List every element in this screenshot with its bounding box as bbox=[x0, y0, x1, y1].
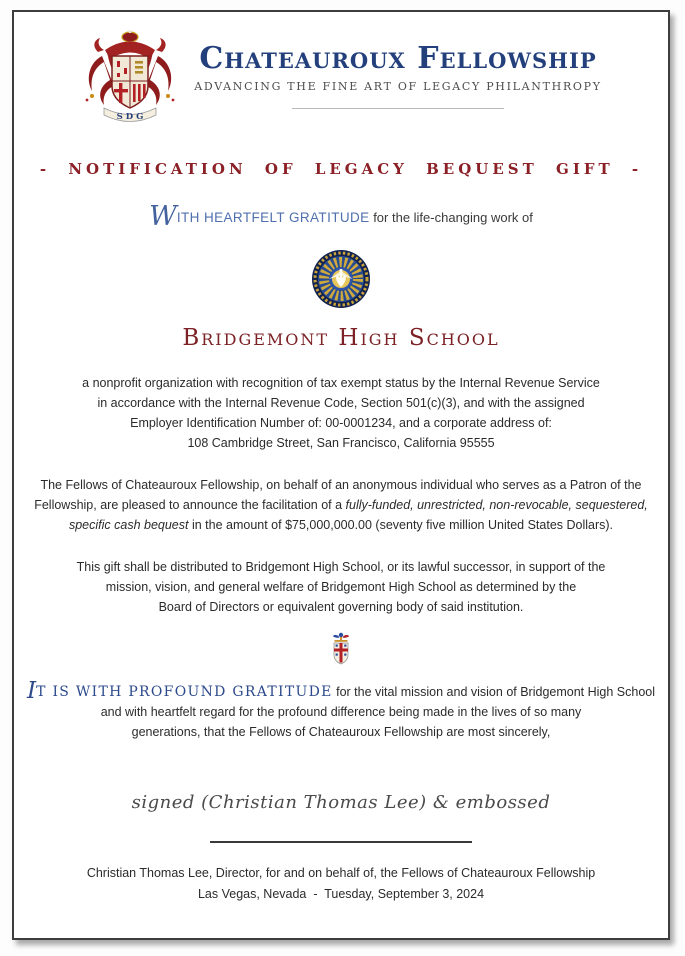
paragraph-line: 108 Cambridge Street, San Francisco, California 95555 bbox=[187, 436, 495, 450]
closing-paragraph bbox=[14, 678, 668, 742]
fellowship-crest-icon bbox=[80, 28, 180, 124]
closing-caps: T IS WITH PROFOUND GRATITUDE bbox=[36, 684, 333, 700]
bequest-paragraph bbox=[14, 475, 668, 535]
footer bbox=[14, 863, 668, 905]
document-title: - NOTIFICATION OF LEGACY BEQUEST GIFT - bbox=[39, 160, 643, 178]
paragraph-line: Employer Identification Number of: 00-0001234, and a corporate address of: bbox=[130, 416, 552, 430]
school-seal bbox=[14, 249, 668, 309]
paragraph-line bbox=[14, 678, 668, 704]
closing-initial: I bbox=[26, 678, 37, 704]
paragraph-line bbox=[14, 515, 668, 535]
paragraph-line: in accordance with the Internal Revenue Code, Section 501(c)(3), and with the assigned bbox=[97, 396, 585, 410]
paragraph-line: The Fellows of Chateauroux Fellowship, on behalf of an anonymous individual who serves as a Patron of the bbox=[40, 478, 642, 492]
mini-crest bbox=[14, 631, 668, 665]
crest-motto: S D G bbox=[116, 112, 144, 122]
paragraph-line: and with heartfelt regard for the profound difference being made in the lives of so many bbox=[100, 705, 582, 719]
paragraph-line: generations, that the Fellows of Chateauroux Fellowship are most sincerely, bbox=[131, 725, 551, 739]
signature-line: signed (Christian Thomas Lee) & embossed bbox=[131, 792, 551, 813]
salutation-rest: for the life-changing work of bbox=[369, 210, 533, 225]
header bbox=[14, 28, 668, 124]
mini-crest-icon bbox=[330, 631, 352, 665]
paragraph-line: a nonprofit organization with recognition of tax exempt status by the Internal Revenue Service bbox=[82, 376, 600, 390]
closing-line1-rest: for the vital mission and vision of Bridgemont High School bbox=[332, 685, 656, 699]
bequest-line2-normal: Fellowship, are pleased to announce the facilitation of a bbox=[34, 498, 346, 512]
org-tagline: ADVANCING THE FINE ART OF LEGACY PHILANTHROPY bbox=[194, 79, 602, 93]
paragraph-line bbox=[14, 495, 668, 515]
footer-divider bbox=[210, 841, 472, 843]
paragraph-line: This gift shall be distributed to Bridgemont High School, or its lawful successor, in support of the bbox=[76, 560, 606, 574]
certificate-sheet bbox=[12, 10, 670, 940]
salutation-caps: ITH HEARTFELT GRATITUDE bbox=[176, 210, 370, 225]
header-text bbox=[194, 43, 601, 109]
school-seal-icon bbox=[311, 249, 371, 309]
footer-line-2: Las Vegas, Nevada - Tuesday, September 3, 2024 bbox=[197, 887, 485, 901]
org-wordmark: Chateauroux Fellowship bbox=[199, 41, 597, 77]
salutation-initial: W bbox=[149, 201, 177, 232]
paragraph-line: mission, vision, and general welfare of Bridgemont High School as determined by the bbox=[105, 580, 577, 594]
bequest-line3-italic: specific cash bequest bbox=[68, 518, 189, 532]
footer-line-1: Christian Thomas Lee, Director, for and on behalf of, the Fellows of Chateauroux Fellowship bbox=[86, 866, 596, 880]
header-divider bbox=[292, 108, 504, 109]
distribution-paragraph bbox=[14, 557, 668, 617]
nonprofit-paragraph bbox=[14, 373, 668, 453]
bequest-line2-italic: fully-funded, unrestricted, non-revocable, sequestered, bbox=[345, 498, 648, 512]
salutation-line bbox=[14, 201, 668, 232]
bequest-line3-normal: in the amount of $75,000,000.00 (seventy five million United States Dollars). bbox=[188, 518, 614, 532]
recipient-name: Bridgemont High School bbox=[182, 325, 500, 351]
paragraph-line: Board of Directors or equivalent governing body of said institution. bbox=[158, 600, 524, 614]
